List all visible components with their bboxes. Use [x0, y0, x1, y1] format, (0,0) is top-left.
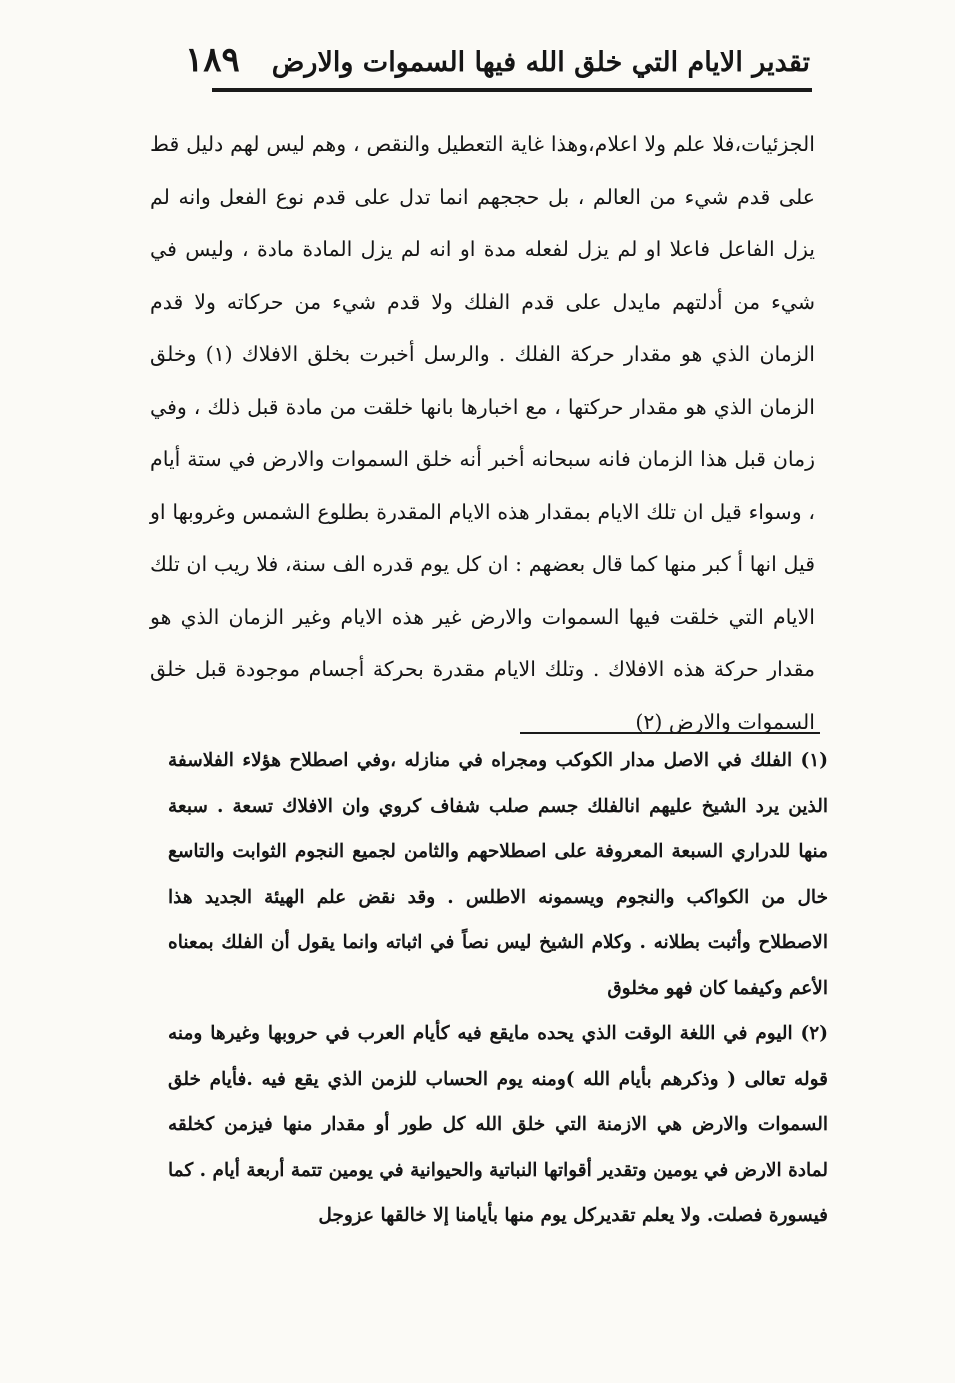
footnote-separator	[520, 732, 820, 734]
running-title: تقدير الايام التي خلق الله فيها السموات والارض	[271, 47, 810, 78]
footnote-1: (١) الفلك في الاصل مدار الكوكب ومجراه في منازله ،وفي اصطلاح هؤلاء الفلاسفة الذين يرد الشيخ عليهم انالفلك جسم صلب شفاف كروي وان الافلاك تسعة . سبعة منها للدراري السبعة المعروفة على اصطلاحهم والثامن لجميع النجوم الثوابت والتاسع خال من الكواكب والنجوم ويسمونه الاطلس . وقد نقض علم الهيئة الجديد هذا الاصطلاح وأثبت بطلانه . وكلام الشيخ ليس نصاً في اثباته وانما يقول أن الفلك بمعناه الأعم وكيفما كان فهو مخلوق	[168, 750, 828, 999]
footnote-2: (٢) اليوم في اللغة الوقت الذي يحده مايقع فيه كأيام العرب في حروبها وغيرها ومنه قوله تعالى ( وذكرهم بأيام الله )ومنه يوم الحساب للزمن الذي يقع فيه .فأيام خلق السموات والارض هي الازمنة التي خلق الله كل طور أو مقدار منها فيزمن كخلقه لمادة الارض في يومين وتقدير أقواتها النباتية والحيوانية في يومين تتمة أربعة أيام . كما فيسورة فصلت. ولا يعلم تقديركل يوم منها بأيامنا إلا خالقها عزوجل	[168, 1023, 828, 1226]
main-paragraph: الجزئيات،فلا علم ولا اعلام،وهذا غاية التعطيل والنقص ، وهم ليس لهم دليل قط على قدم شيء من العالم ، بل حججهم انما تدل على قدم نوع الفعل وانه لم يزل الفاعل فاعلا او لم يزل لفعله مدة او انه لم يزل المادة مادة ، وليس في شيء من أدلتهم مايدل على قدم الفلك ولا قدم شيء من حركاته ولا قدم الزمان الذي هو مقدار حركة الفلك . والرسل أخبرت بخلق الافلاك (١) وخلق الزمان الذي هو مقدار حركتها ، مع اخبارها بانها خلقت من مادة قبل ذلك ، وفي زمان قبل هذا الزمان فانه سبحانه أخبر أنه خلق السموات والارض في ستة أيام ، وسواء قيل ان تلك الايام بمقدار هذه الايام المقدرة بطلوع الشمس وغروبها او قيل انها أ كبر منها كما قال بعضهم : ان كل يوم قدره الف سنة، فلا ريب ان تلك الايام التي خلقت فيها السموات والارض غير هذه الايام وغير الزمان الذي هو مقدار حركة هذه الافلاك . وتلك الايام مقدرة بحركة أجسام موجودة قبل خلق السموات والارض (٢)	[150, 132, 815, 734]
page-header	[184, 40, 810, 90]
main-text	[150, 118, 815, 748]
footnotes	[168, 738, 828, 1239]
header-rule	[212, 88, 812, 92]
page-number: ١٨٩	[184, 40, 240, 80]
